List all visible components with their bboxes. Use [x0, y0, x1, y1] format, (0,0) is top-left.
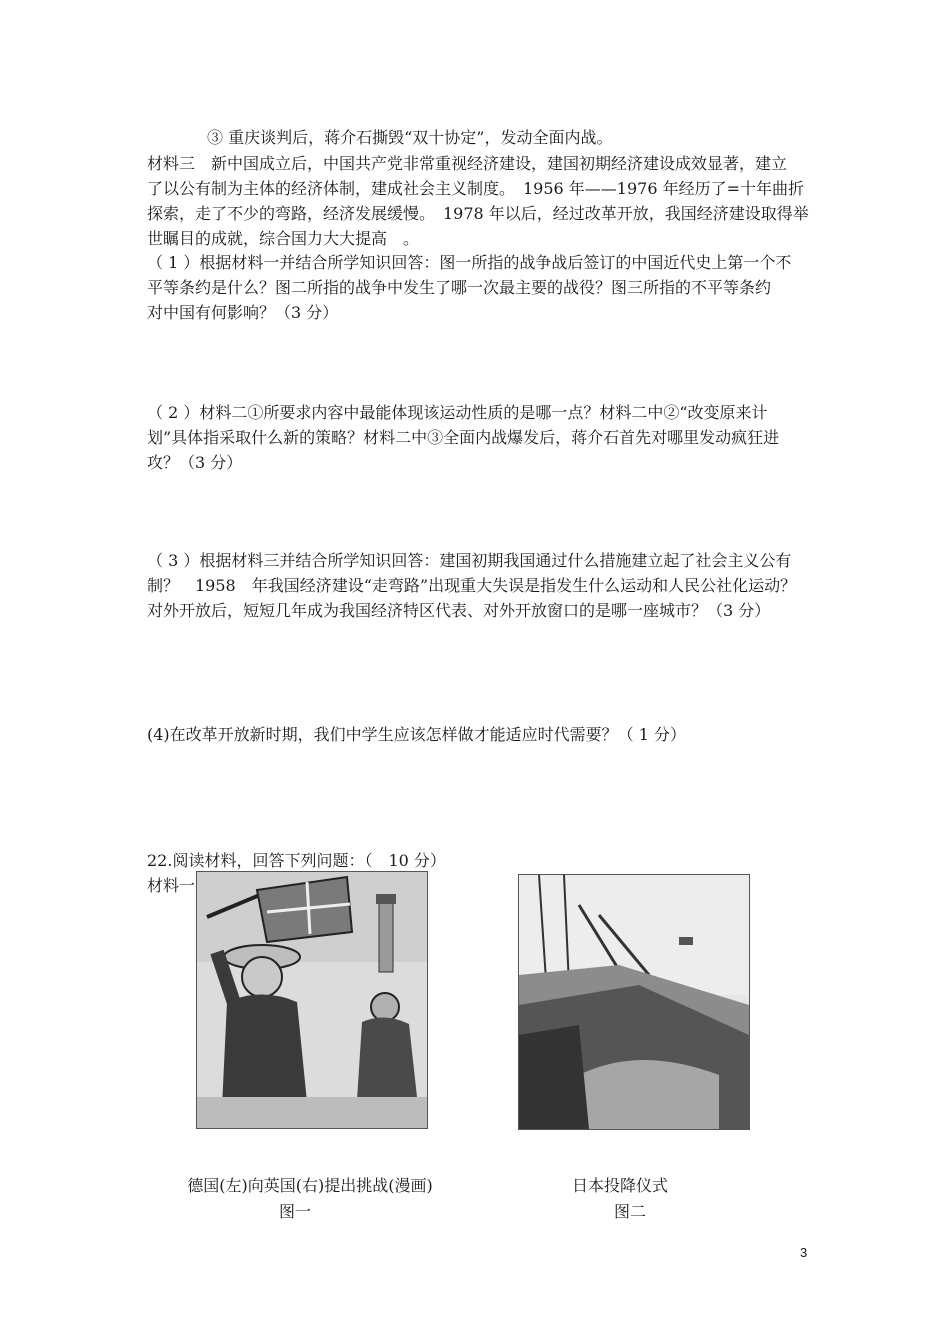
material-three-line-3: 探索，走了不少的弯路，经济发展缓慢。 1978 年以后，经过改革开放，我国经济建设取得举 — [147, 204, 809, 223]
question-2-line-1: （ 2 ）材料二①所要求内容中最能体现该运动性质的是哪一点？材料二中②“改变原来计 — [147, 403, 768, 422]
question-3-line-2: 制？ 1958 年我国经济建设“走弯路”出现重大失误是指发生什么运动和人民公社化运动？ — [147, 576, 797, 595]
figure-1-label: 图一 — [278, 1202, 311, 1221]
question-2-line-3: 攻？（3 分） — [147, 453, 243, 472]
surrender-ceremony-photo — [518, 874, 750, 1130]
question-1-line-2: 平等条约是什么？图二所指的战争中发生了哪一次最主要的战役？图三所指的不平等条约 — [147, 278, 772, 297]
material-three-line-4: 世瞩目的成就，综合国力大大提高 。 — [147, 229, 420, 248]
material-three-line-1: 材料三 新中国成立后，中国共产党非常重视经济建设，建国初期经济建设成效显著，建立 — [147, 154, 788, 173]
figure-1-caption: 德国(左)向英国(右)提出挑战(漫画) — [187, 1176, 433, 1195]
question-1-line-1: （ 1 ）根据材料一并结合所学知识回答：图一所指的战争战后签订的中国近代史上第一个不 — [147, 253, 792, 272]
question-3-line-3: 对外开放后，短短几年成为我国经济特区代表、对外开放窗口的是哪一座城市？（3 分） — [147, 601, 771, 620]
photo-illustration — [519, 875, 749, 1129]
cartoon-illustration — [197, 872, 427, 1128]
material-one-label: 材料一 — [147, 876, 196, 895]
figure-2-caption: 日本投降仪式 — [571, 1176, 668, 1195]
figure-2-label: 图二 — [613, 1202, 646, 1221]
cartoon-image — [196, 871, 428, 1129]
question-3-line-1: （ 3 ）根据材料三并结合所学知识回答：建国初期我国通过什么措施建立起了社会主义公有 — [147, 551, 792, 570]
question-4: (4)在改革开放新时期，我们中学生应该怎样做才能适应时代需要？（ 1 分） — [147, 725, 687, 744]
question-2-line-2: 划”具体指采取什么新的策略？材料二中③全面内战爆发后，蒋介石首先对哪里发动疯狂进 — [147, 428, 780, 447]
page-number: 3 — [800, 1245, 808, 1260]
question-22-heading: 22.阅读材料，回答下列问题：（ 10 分） — [147, 851, 446, 870]
material-three-line-2: 了以公有制为主体的经济体制，建成社会主义制度。 1956 年——1976 年经历了=十年曲折 — [147, 179, 805, 198]
material-two-item-3: ③ 重庆谈判后，蒋介石撕毁“双十协定”，发动全面内战。 — [207, 128, 613, 147]
question-1-line-3: 对中国有何影响？（3 分） — [147, 303, 339, 322]
